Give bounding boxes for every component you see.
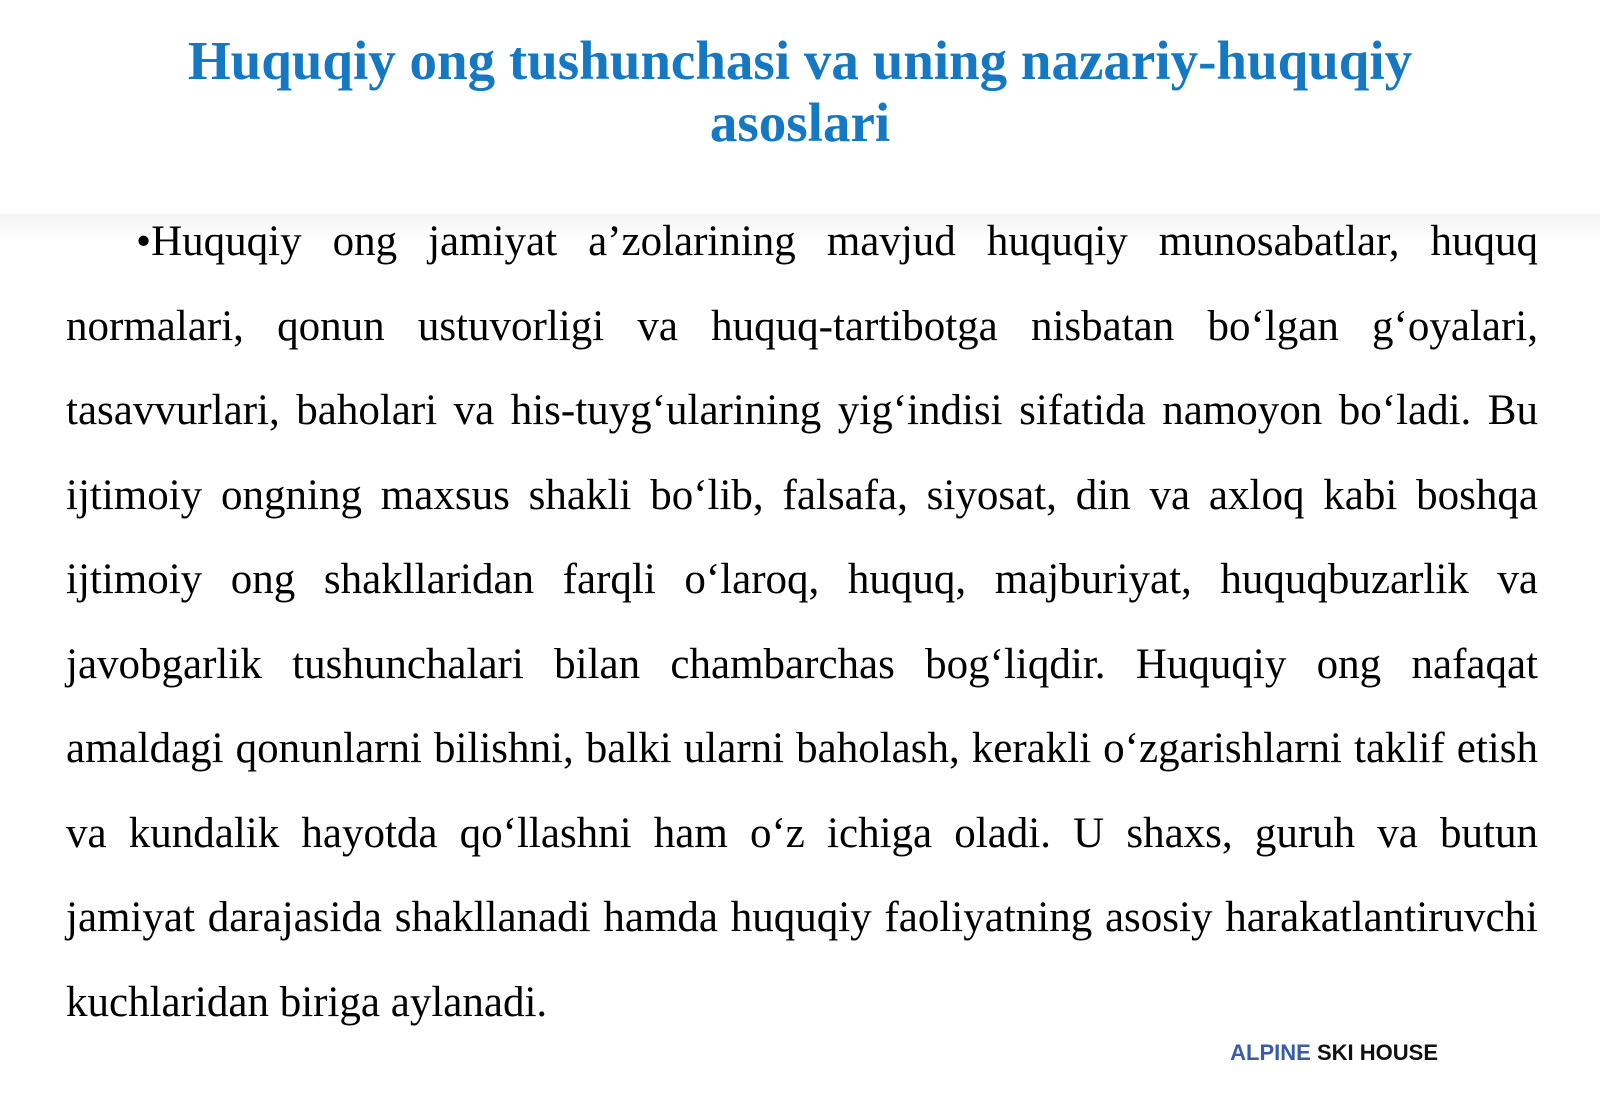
body-paragraph xyxy=(66,200,1538,1045)
brand-name-first: ALPINE xyxy=(1230,1040,1311,1065)
bullet-marker: • xyxy=(136,218,152,265)
paragraph-text: Huquqiy ong jamiyat a’zolarining mavjud huquqiy munosabatlar, huquq normalari, qonun ustuvorligi va huquq-tartibotga nisbatan bo‘lgan g‘oyalari, tasavvurlari, baholari va his-tuyg‘ularining yig‘indisi sifatida namoyon bo‘ladi. Bu ijtimoiy ongning maxsus shakli bo‘lib, falsafa, siyosat, din va axloq kabi boshqa ijtimoiy ong shakllaridan farqli o‘laroq, huquq, majburiyat, huquqbuzarlik va javobgarlik tushunchalari bilan chambarchas bog‘liqdir. Huquqiy ong nafaqat amaldagi qonunlarni bilishni, balki ularni baholash, kerakli o‘zgarishlarni taklif etish va kundalik hayotda qo‘llashni ham o‘z ichiga oladi. U shaxs, guruh va butun jamiyat darajasida shakllanadi hamda huquqiy faoliyatning asosiy harakatlantiruvchi kuchlaridan biriga aylanadi. xyxy=(66,218,1538,1026)
slide-title: Huquqiy ong tushunchasi va uning nazariy-huquqiy asoslari xyxy=(187,30,1413,153)
brand-name-second: SKI HOUSE xyxy=(1316,1040,1438,1065)
footer-brand-logo xyxy=(1230,1040,1438,1066)
